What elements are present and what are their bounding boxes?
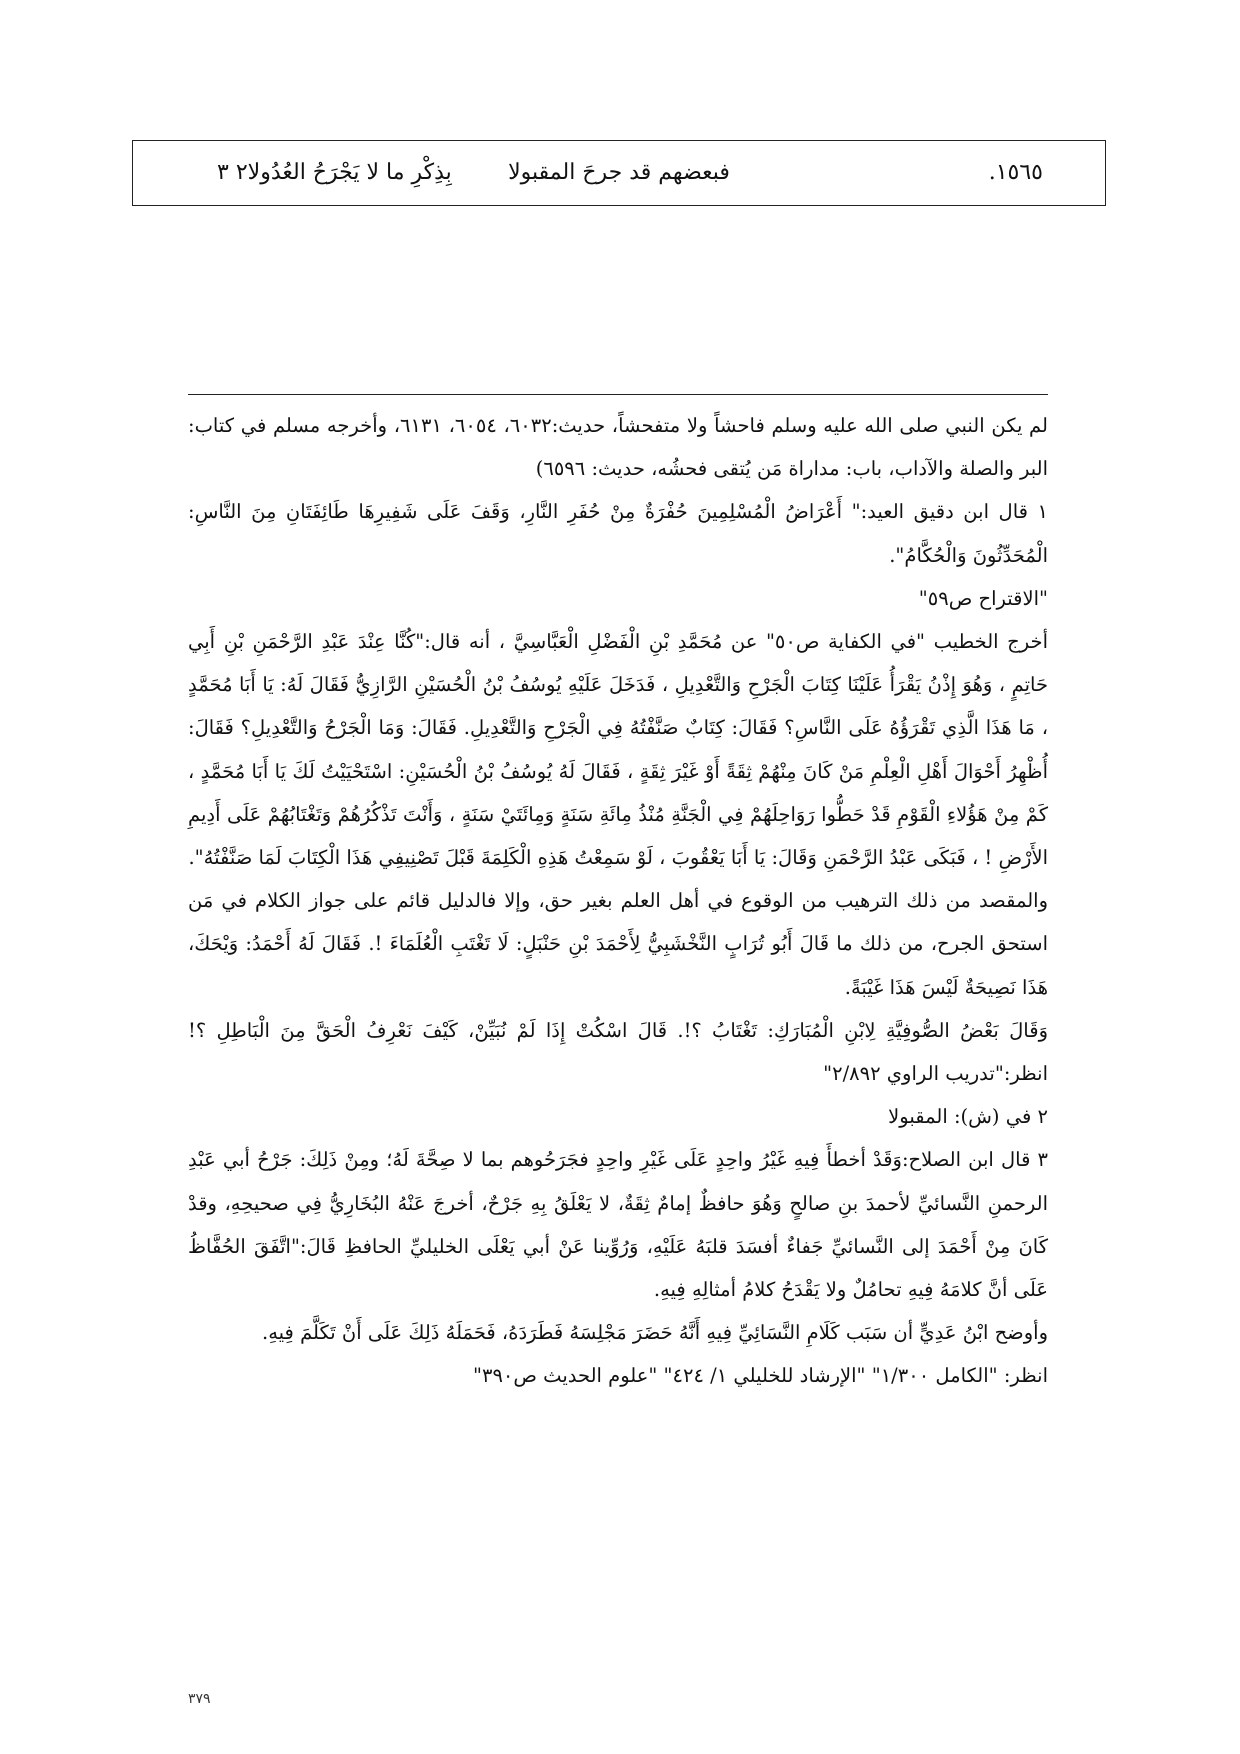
footnote-paragraph: ١ قال ابن دقيق العيد:" أَعْرَاضُ الْمُسْلِمِينَ حُفْرَةٌ مِنْ حُفَرِ النَّارِ، وَقَفَ عَلَى شَفِيرِهَا طَائِفَتَانِ مِنَ النَّاسِ: الْمُحَدِّثُونَ وَالْحُكَّامُ". [188, 500, 1048, 567]
footnote-paragraph: لم يكن النبي صلى الله عليه وسلم فاحشاً ولا متفحشاً، حديث:٦٠٣٢، ٦٠٥٤، ٦١٣١، وأخرجه مسلم في كتاب: البر والصلة والآداب، باب: مداراة مَن يُتقى فحشُه، حديث: ٦٥٩٦) [188, 414, 1048, 481]
footnote-paragraph: ٢ في (ش): المقبولا [888, 1105, 1048, 1129]
footnotes [188, 404, 1048, 1398]
footnote-paragraph: أخرج الخطيب "في الكفاية ص٥٠" عن مُحَمَّدِ بْنِ الْفَضْلِ الْعَبَّاسِيَّ ، أنه قال:"كُنَّا عِنْدَ عَبْدِ الرَّحْمَنِ بْنِ أَبِي حَاتِمٍ ، وَهُوَ إِذْنُ يَقْرَأُ عَلَيْنَا كِتَابَ الْجَرْحِ وَالتَّعْدِيلِ ، فَدَخَلَ عَلَيْهِ يُوسُفُ بْنُ الْحُسَيْنِ الرَّازِيُّ فَقَالَ لَهُ: يَا أَبَا مُحَمَّدٍ ، مَا هَذَا الَّذِي تَقْرَؤُهُ عَلَى النَّاسِ؟ فَقَالَ: كِتَابٌ صَنَّفْتُهُ فِي الْجَرْحِ وَالتَّعْدِيلِ. فَقَالَ: وَمَا الْجَرْحُ وَالتَّعْدِيلِ؟ فَقَالَ: أُظْهِرُ أَحْوَالَ أَهْلِ الْعِلْمِ مَنْ كَانَ مِنْهُمْ ثِقَةً أَوْ غَيْرَ ثِقَةٍ ، فَقَالَ لَهُ يُوسُفُ بْنُ الْحُسَيْنِ: اسْتَحْيَيْتُ لَكَ يَا أَبَا مُحَمَّدٍ ، كَمْ مِنْ هَؤُلاءِ الْقَوْمِ قَدْ حَطُّوا رَوَاحِلَهُمْ فِي الْجَنَّةِ مُنْذُ مِائَةِ سَنَةٍ وَمِائَتَيْ سَنَةٍ ، وَأَنْتَ تَذْكُرُهُمْ وَتَغْتَابُهُمْ عَلَى أَدِيمِ الأَرْضِ ! ، فَبَكَى عَبْدُ الرَّحْمَنِ وَقَالَ: يَا أَبَا يَعْقُوبَ ، لَوْ سَمِعْتُ هَذِهِ الْكَلِمَةَ قَبْلَ تَصْنِيفِي هَذَا الْكِتَابَ لَمَا صَنَّفْتُهُ". [188, 630, 1048, 870]
footnote-paragraph: انظر: "الكامل ١/٣٠٠" "الإرشاد للخليلي ١/ ٤٢٤" "علوم الحديث ص٣٩٠" [473, 1364, 1048, 1388]
verse-first-hemistich: فبعضهم قد جرحَ المقبولا [508, 160, 730, 185]
verse-number: .١٥٦٥ [988, 160, 1043, 185]
verse-second-hemistich: بِذِكْرِ ما لا يَجْرَحُ العُدُولا٢ ٣ [217, 160, 452, 185]
footnote-paragraph: والمقصد من ذلك الترهيب من الوقوع في أهل العلم بغير حق، وإلا فالدليل قائم على جواز الكلام في مَن استحق الجرح، من ذلك ما قَالَ أَبُو تُرَابٍ النَّخْشَبِيُّ لِأَحْمَدَ بْنِ حَنْبَلٍ: لَا تَغْتَبِ الْعُلَمَاءَ !. فَقَالَ لَهُ أَحْمَدُ: وَيْحَكَ، هَذَا نَصِيحَةٌ لَيْسَ هَذَا غَيْبَةً. [188, 889, 1048, 999]
footnote-divider [188, 394, 1048, 395]
footnote-paragraph: وأوضح ابْنُ عَدِيٍّ أن سَبَب كَلَامِ النَّسَائِيِّ فِيهِ أَنَّهُ حَضَرَ مَجْلِسَهُ فَطَرَدَهُ، فَحَمَلَهُ ذَلِكَ عَلَى أَنْ تَكَلَّمَ فِيهِ. [262, 1321, 1048, 1345]
footnote-paragraph: ٣ قال ابن الصلاح:وَقَدْ أخطأَ فِيهِ غَيْرُ واحِدٍ عَلَى غَيْرِ واحِدٍ فجَرَحُوهم بما لا صِحَّةَ لَهُ؛ ومِنْ ذَلِكَ: جَرْحُ أبي عَبْدِ الرحمنِ النَّسائيِّ لأحمدَ بنِ صالحٍ وَهُوَ حافظٌ إمامٌ ثِقَةٌ، لا يَعْلَقُ بِهِ جَرْحٌ، أخرجَ عَنْهُ البُخَارِيُّ فِي صحيحِهِ، وقدْ كَانَ مِنْ أَحْمَدَ إلى النَّسائيِّ جَفاءٌ أفسَدَ قلبَهُ عَلَيْهِ، وَرُوِّينا عَنْ أبي يَعْلَى الخليليِّ الحافظِ قَالَ:"اتَّفَقَ الحُفَّاظُ عَلَى أنَّ كلامَهُ فِيهِ تحامُلٌ ولا يَقْدَحُ كلامُ أمثالِهِ فِيهِ. [188, 1148, 1048, 1302]
page-number: ٣٧٩ [188, 1691, 211, 1707]
verse-box [132, 140, 1106, 206]
footnote-paragraph: "الاقتراح ص٥٩" [918, 586, 1048, 610]
footnote-paragraph: وَقَالَ بَعْضُ الصُّوفِيَّةِ لِابْنِ الْمُبَارَكِ: تَغْتَابُ ؟!. قَالَ اسْكُتْ إِذَا لَمْ نُبَيِّنْ، كَيْفَ نَعْرِفُ الْحَقَّ مِنَ الْبَاطِلِ ؟! انظر:"تدريب الراوي ٢/٨٩٢" [188, 1018, 1048, 1086]
